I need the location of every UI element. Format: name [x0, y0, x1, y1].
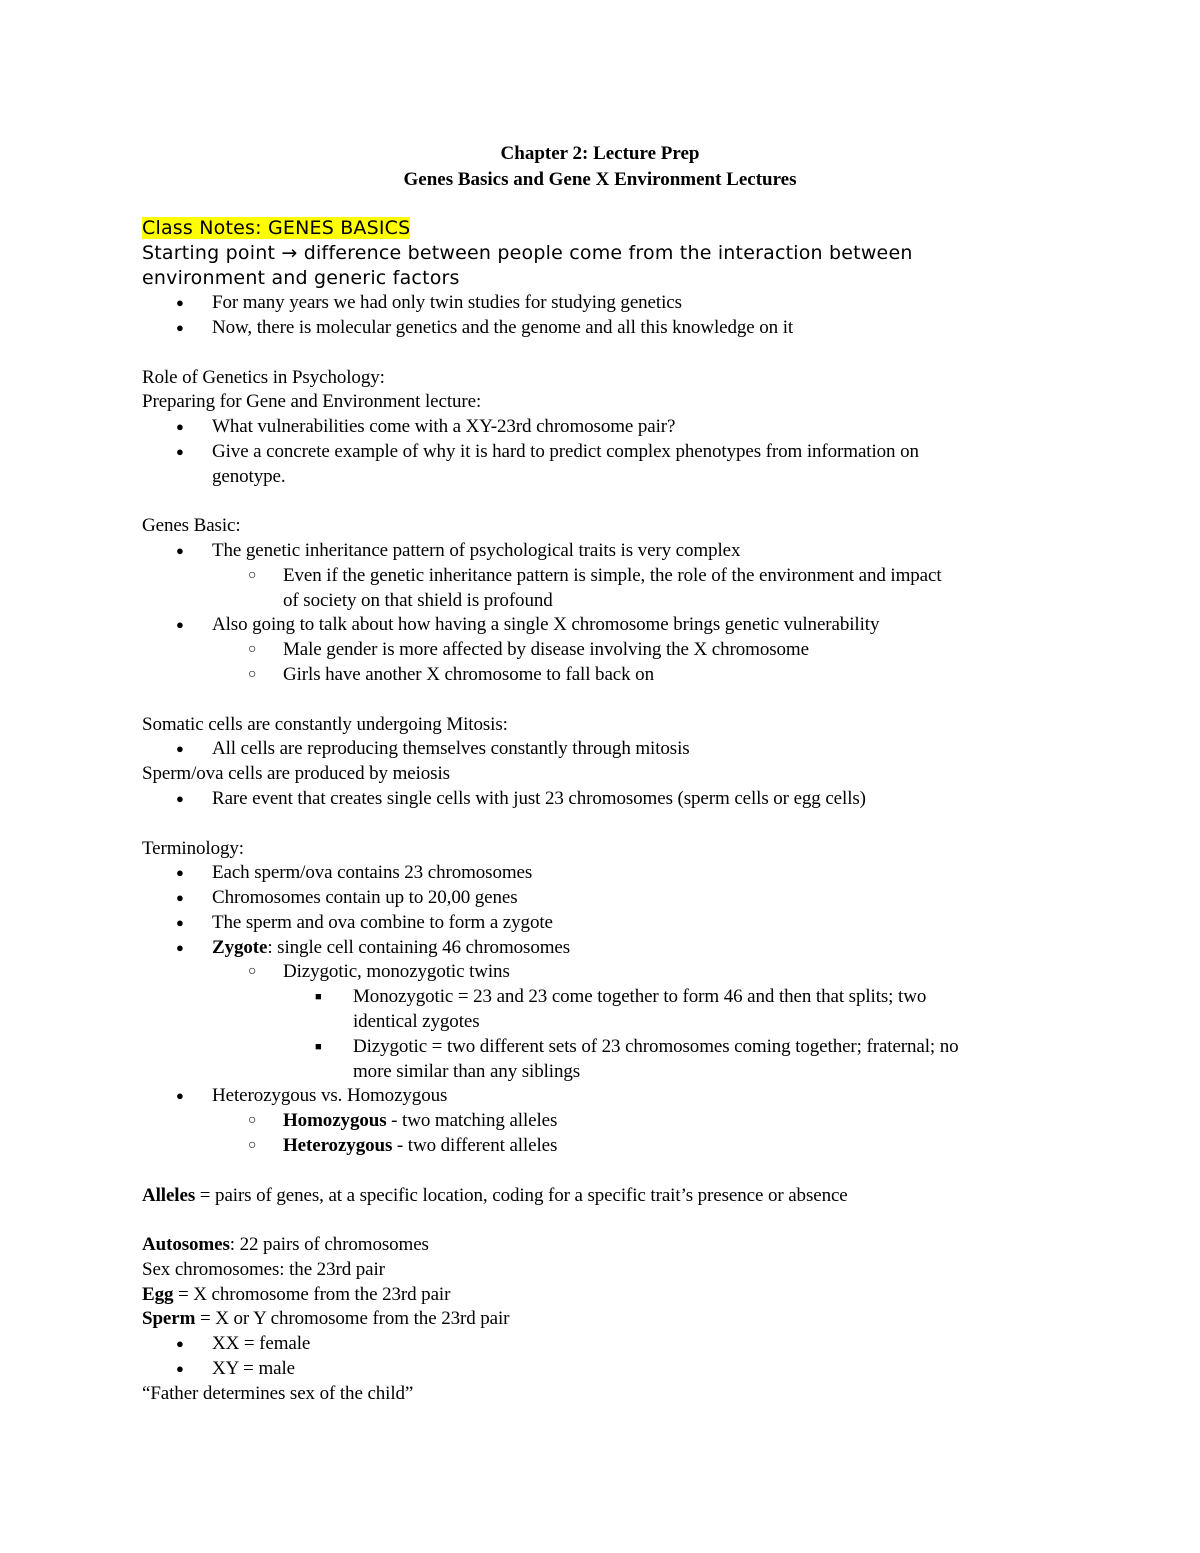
starting-point-line-2: environment and generic factors: [142, 267, 460, 289]
bullet-icon: ●: [176, 295, 184, 310]
term-autosomes: Autosomes: [142, 1234, 230, 1255]
definition-heterozygous: - two different alleles: [392, 1135, 558, 1156]
definition-zygote: : single cell containing 46 chromosomes: [267, 937, 571, 958]
list-item: All cells are reproducing themselves constantly through mitosis: [212, 738, 690, 759]
circle-bullet-icon: ○: [248, 1138, 257, 1153]
sub-list-item: Dizygotic, monozygotic twins: [283, 961, 510, 982]
section-subheading: Preparing for Gene and Environment lecture:: [142, 391, 482, 412]
square-bullet-icon: ■: [315, 1041, 322, 1053]
list-item: Give a concrete example of why it is hard to predict complex phenotypes from information on: [212, 441, 919, 462]
list-item: Each sperm/ova contains 23 chromosomes: [212, 862, 533, 883]
sperm-definition: [142, 1307, 509, 1331]
term-homozygous: Homozygous: [283, 1110, 387, 1131]
bullet-icon: ●: [176, 543, 184, 558]
bullet-icon: ●: [176, 865, 184, 880]
bullet-icon: ●: [176, 617, 184, 632]
sub-list-item-continuation: of society on that shield is profound: [283, 590, 553, 611]
list-item: XX = female: [212, 1333, 311, 1354]
sub-sub-list-item: Monozygotic = 23 and 23 come together to form 46 and then that splits; two: [353, 986, 927, 1007]
autosomes-definition: [142, 1233, 429, 1257]
definition-autosomes: : 22 pairs of chromosomes: [229, 1234, 429, 1255]
circle-bullet-icon: ○: [248, 667, 257, 682]
somatic-cells-heading: Somatic cells are constantly undergoing Mitosis:: [142, 714, 508, 735]
list-item: Heterozygous vs. Homozygous: [212, 1085, 448, 1106]
definition-egg: = X chromosome from the 23rd pair: [173, 1284, 451, 1305]
sub-sub-list-item-continuation: identical zygotes: [353, 1011, 480, 1032]
list-item: What vulnerabilities come with a XY-23rd chromosome pair?: [212, 416, 676, 437]
sub-list-item: Girls have another X chromosome to fall back on: [283, 664, 654, 685]
sex-chromosomes-line: Sex chromosomes: the 23rd pair: [142, 1259, 385, 1280]
list-item: Rare event that creates single cells with just 23 chromosomes (sperm cells or egg cells): [212, 788, 866, 809]
term-sperm: Sperm: [142, 1308, 196, 1329]
highlighted-heading: Class Notes: GENES BASICS: [142, 217, 411, 239]
list-item: For many years we had only twin studies for studying genetics: [212, 292, 682, 313]
definition-alleles: = pairs of genes, at a specific location, coding for a specific trait’s presence or absence: [195, 1185, 848, 1206]
bullet-icon: ●: [176, 1088, 184, 1103]
bullet-icon: ●: [176, 940, 184, 955]
closing-quote: “Father determines sex of the child”: [142, 1383, 414, 1404]
bullet-icon: ●: [176, 741, 184, 756]
sub-sub-list-item: Dizygotic = two different sets of 23 chromosomes coming together; fraternal; no: [353, 1036, 959, 1057]
list-item: XY = male: [212, 1358, 295, 1379]
list-item: Chromosomes contain up to 20,00 genes: [212, 887, 518, 908]
sub-list-item: Even if the genetic inheritance pattern is simple, the role of the environment and impact: [283, 565, 942, 586]
definition-sperm: = X or Y chromosome from the 23rd pair: [195, 1308, 510, 1329]
list-item: The genetic inheritance pattern of psychological traits is very complex: [212, 540, 741, 561]
list-item: Now, there is molecular genetics and the genome and all this knowledge on it: [212, 317, 794, 338]
list-item: The sperm and ova combine to form a zygote: [212, 912, 553, 933]
bullet-icon: ●: [176, 1361, 184, 1376]
class-notes-heading: [142, 215, 410, 241]
definition-homozygous: - two matching alleles: [386, 1110, 558, 1131]
term-alleles: Alleles: [142, 1185, 196, 1206]
sperm-ova-heading: Sperm/ova cells are produced by meiosis: [142, 763, 450, 784]
bullet-icon: ●: [176, 444, 184, 459]
sub-list-item-homozygous: [283, 1109, 557, 1133]
egg-definition: [142, 1283, 450, 1307]
circle-bullet-icon: ○: [248, 1113, 257, 1128]
bullet-icon: ●: [176, 791, 184, 806]
term-zygote: Zygote: [212, 937, 268, 958]
square-bullet-icon: ■: [315, 991, 322, 1003]
bullet-icon: ●: [176, 419, 184, 434]
list-item: Also going to talk about how having a single X chromosome brings genetic vulnerability: [212, 614, 880, 635]
sub-sub-list-item-continuation: more similar than any siblings: [353, 1061, 581, 1082]
list-item-zygote: [212, 936, 570, 960]
circle-bullet-icon: ○: [248, 642, 257, 657]
alleles-definition: [142, 1184, 848, 1208]
section-heading-role-of-genetics: Role of Genetics in Psychology:: [142, 367, 385, 388]
sub-list-item-heterozygous: [283, 1134, 557, 1158]
section-heading-terminology: Terminology:: [142, 838, 244, 859]
term-heterozygous: Heterozygous: [283, 1135, 393, 1156]
circle-bullet-icon: ○: [248, 964, 257, 979]
bullet-icon: ●: [176, 915, 184, 930]
bullet-icon: ●: [176, 890, 184, 905]
starting-point-line-1: Starting point → difference between people come from the interaction between: [142, 242, 913, 264]
bullet-icon: ●: [176, 320, 184, 335]
circle-bullet-icon: ○: [248, 568, 257, 583]
document-title: Chapter 2: Lecture Prep: [500, 143, 700, 164]
bullet-icon: ●: [176, 1336, 184, 1351]
document-subtitle: Genes Basics and Gene X Environment Lectures: [403, 169, 797, 190]
sub-list-item: Male gender is more affected by disease involving the X chromosome: [283, 639, 809, 660]
list-item-continuation: genotype.: [212, 466, 286, 487]
term-egg: Egg: [142, 1284, 174, 1305]
section-heading-genes-basic: Genes Basic:: [142, 515, 241, 536]
